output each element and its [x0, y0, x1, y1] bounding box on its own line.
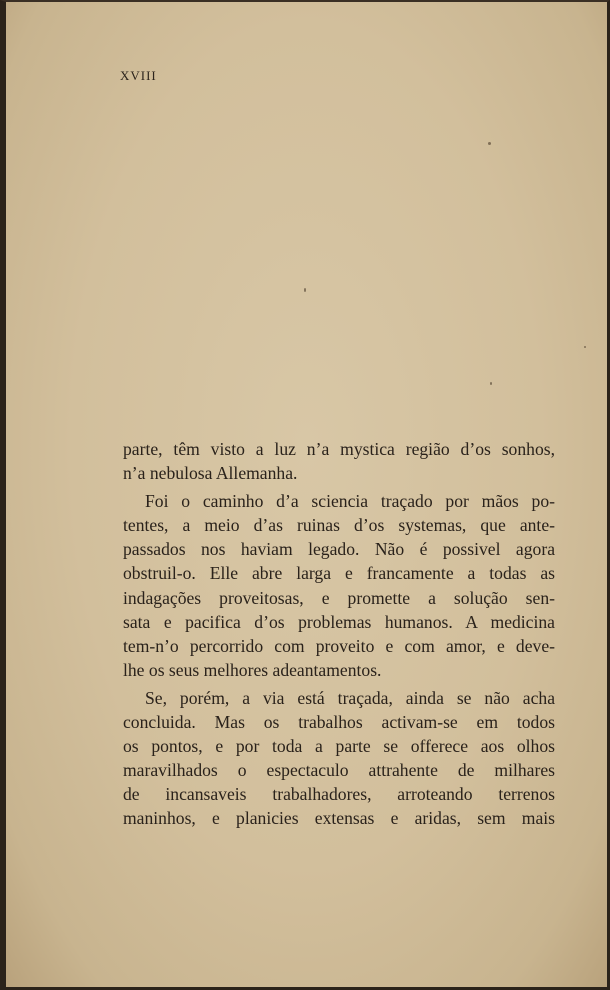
text-line: concluida. Mas os trabalhos activam-se em todos	[123, 712, 555, 733]
text-line: Se, porém, a via está traçada, ainda se não acha	[145, 687, 555, 708]
text-line: maravilhados o espectaculo attrahente de milhares	[123, 760, 555, 781]
paper-speck	[490, 382, 492, 385]
page-number: XVIII	[120, 68, 157, 83]
text-line: Foi o caminho d’a sciencia traçado por mãos po-	[145, 491, 555, 512]
text-line: de incansaveis trabalhadores, arroteando terrenos	[123, 784, 555, 805]
text-line: lhe os seus melhores adeantamentos.	[123, 659, 382, 680]
text-line: maninhos, e planicies extensas e aridas, sem mais	[123, 808, 555, 829]
paper-speck	[304, 288, 306, 292]
text-line: n’a nebulosa Allemanha.	[123, 463, 298, 484]
text-line: indagações proveitosas, e promette a solução sen-	[123, 587, 555, 608]
text-line: tem-n’o percorrido com proveito e com amor, e deve-	[123, 635, 555, 656]
text-line: parte, têm visto a luz n’a mystica região d’os sonhos,	[123, 439, 555, 459]
paper-speck	[488, 142, 491, 145]
body-text	[123, 437, 555, 831]
paper-speck	[584, 346, 586, 348]
text-line: obstruil-o. Elle abre larga e francamente a todas as	[123, 563, 555, 584]
paragraph-2	[123, 489, 555, 682]
text-line: passados nos haviam legado. Não é possivel agora	[123, 539, 555, 560]
paragraph-3	[123, 686, 555, 831]
text-line: os pontos, e por toda a parte se offerece aos olhos	[123, 736, 555, 757]
text-line: tentes, a meio d’as ruinas d’os systemas, que ante-	[123, 515, 555, 536]
paragraph-1	[123, 437, 555, 485]
text-line: sata e pacifica d’os problemas humanos. A medicina	[123, 611, 555, 632]
